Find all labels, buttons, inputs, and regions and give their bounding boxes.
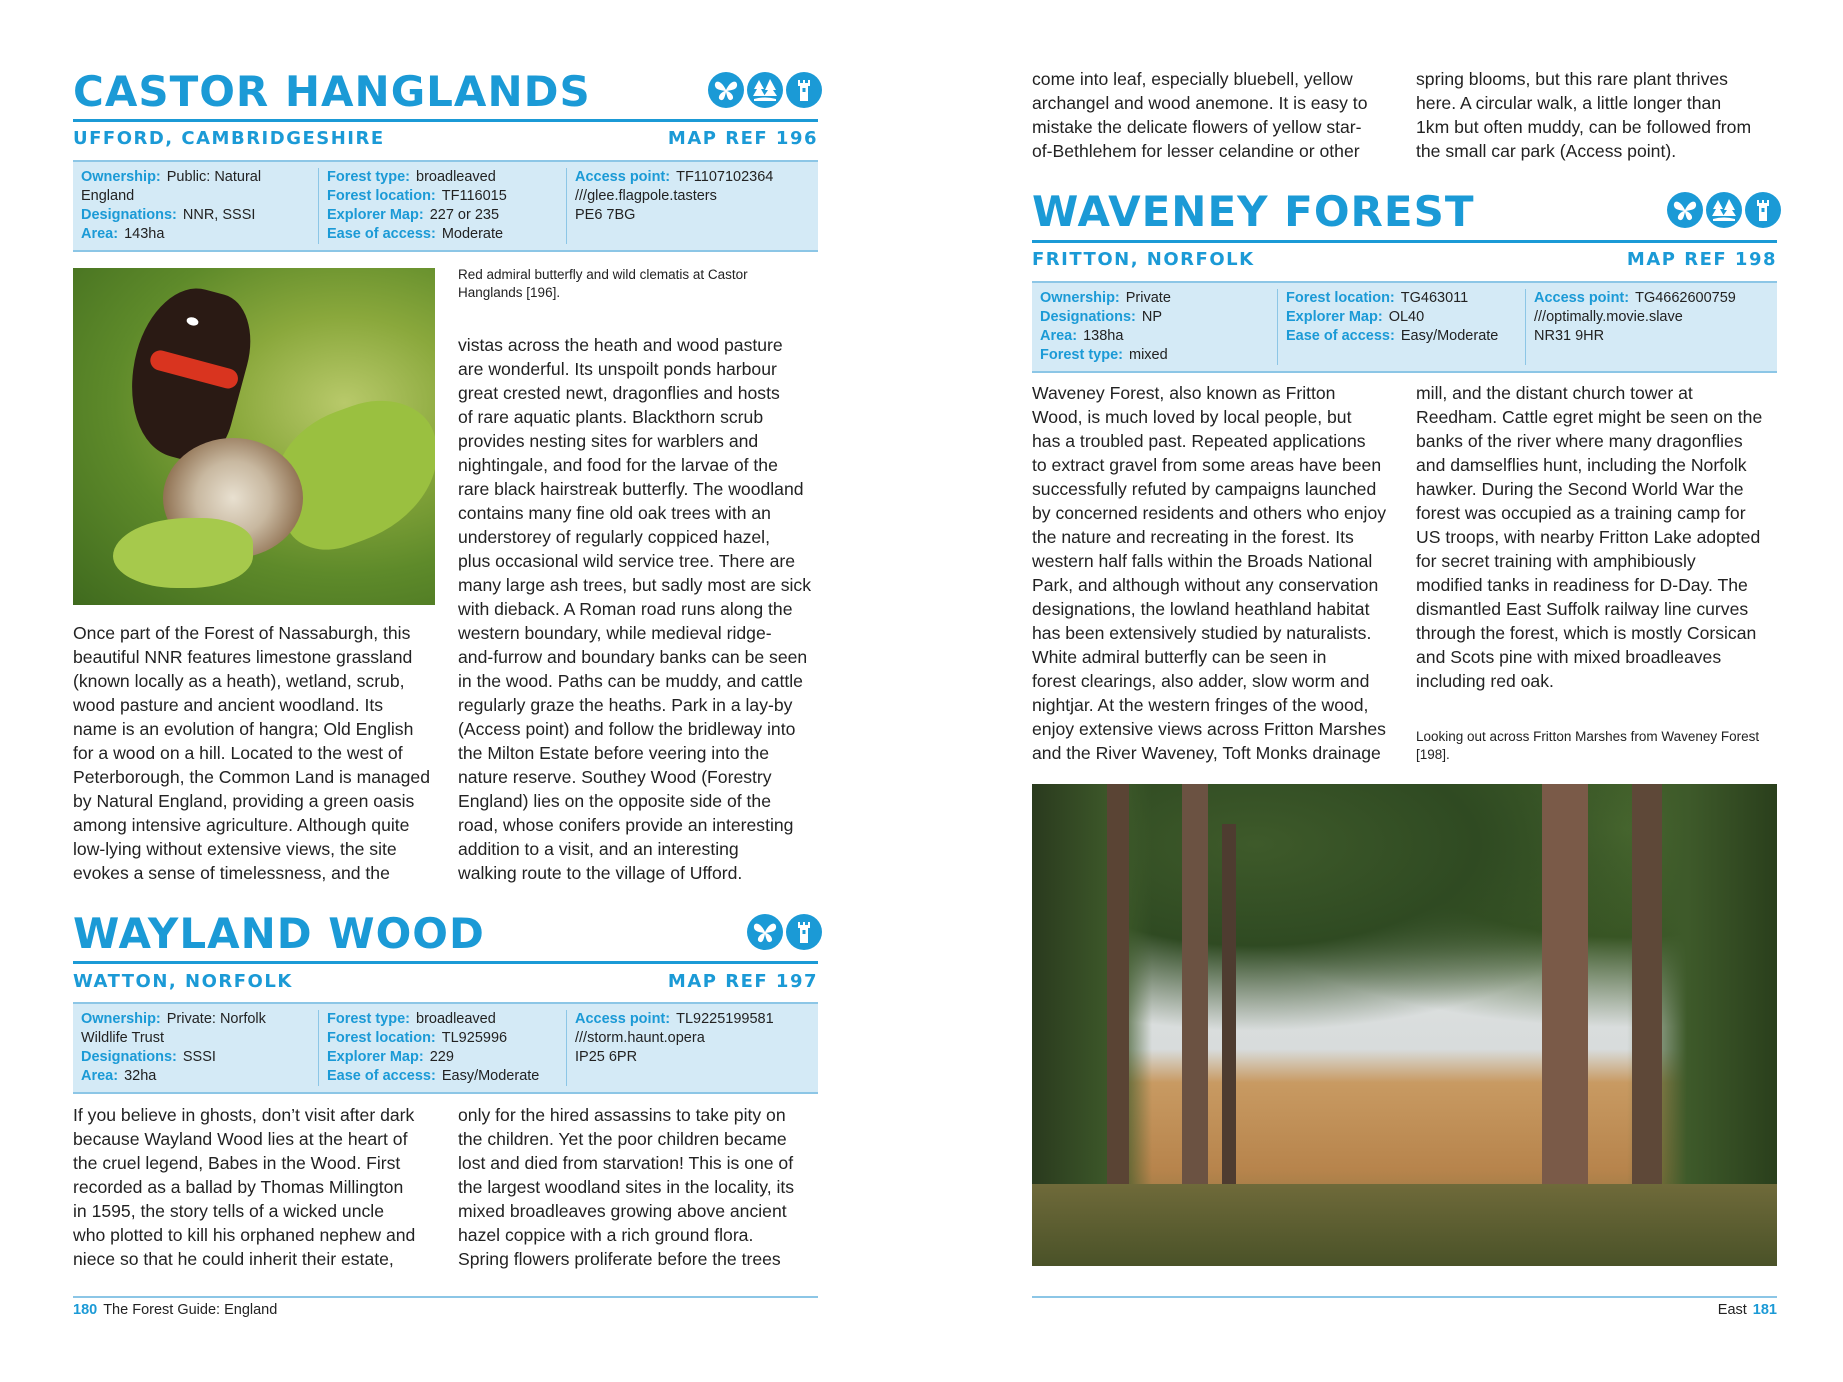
- text-line: including red oak.: [1416, 671, 1554, 691]
- text-line: White admiral butterfly can be seen in: [1032, 647, 1327, 667]
- info-value: mixed: [1129, 347, 1168, 363]
- text-line: understorey of regularly coppiced hazel,: [458, 527, 770, 547]
- info-value: NR31 9HR: [1534, 328, 1605, 344]
- text-line: (known locally as a heath), wetland, scrub,: [73, 671, 405, 691]
- info-value: ///glee.flagpole.tasters: [575, 188, 717, 204]
- butterfly-icon: [708, 72, 744, 108]
- info-label: Area:: [1040, 328, 1078, 344]
- text-line: many large ash trees, but sadly most are sick: [458, 575, 812, 595]
- info-label: Access point:: [575, 1011, 671, 1027]
- info-value: PE6 7BG: [575, 207, 636, 223]
- info-label: Forest type:: [1040, 347, 1123, 363]
- info-row: [81, 1067, 310, 1086]
- text-line: Waveney Forest, also known as Fritton: [1032, 383, 1336, 403]
- info-value: ///storm.haunt.opera: [575, 1030, 705, 1046]
- wayland-rule: [73, 961, 818, 964]
- castor-location: UFFORD, CAMBRIDGESHIRE: [73, 128, 385, 149]
- text-line: the small car park (Access point).: [1416, 141, 1677, 161]
- text-line: modified tanks in readiness for D-Day. The: [1416, 575, 1748, 595]
- text-line: Wood, is much loved by local people, but: [1032, 407, 1352, 427]
- info-column: [567, 1010, 818, 1086]
- text-line: western half falls within the Broads National: [1032, 551, 1373, 571]
- waveney-info-box: [1032, 281, 1777, 373]
- text-line: Park, and although without any conservation: [1032, 575, 1379, 595]
- info-row: [575, 1048, 810, 1067]
- text-line: the cruel legend, Babes in the Wood. First: [73, 1153, 401, 1173]
- info-row: [1040, 308, 1269, 327]
- text-line: and the River Waveney, Toft Monks drainage: [1032, 743, 1381, 763]
- right-footer-rule: [1032, 1296, 1777, 1298]
- castle-icon: [786, 914, 822, 950]
- text-line: in the wood. Paths can be muddy, and cattle: [458, 671, 803, 691]
- info-row: [327, 1029, 558, 1048]
- text-line: with dieback. A Roman road runs along the: [458, 599, 793, 619]
- text-line: If you believe in ghosts, don’t visit after dark: [73, 1105, 415, 1125]
- info-row: [81, 206, 310, 225]
- info-label: Ease of access:: [327, 226, 436, 242]
- text-line: vistas across the heath and wood pasture: [458, 335, 783, 355]
- left-footer: [73, 1302, 277, 1318]
- info-label: Designations:: [1040, 309, 1136, 325]
- text-line: rare black hairstreak butterfly. The woodland: [458, 479, 804, 499]
- book-title: The Forest Guide: England: [103, 1302, 278, 1318]
- page-number-left: 180: [73, 1302, 98, 1318]
- waveney-photo-caption: Looking out across Fritton Marshes from Waveney Forest [198].: [1416, 729, 1760, 762]
- text-line: and damselflies hunt, including the Norfolk: [1416, 455, 1747, 475]
- text-line: hawker. During the Second World War the: [1416, 479, 1744, 499]
- info-column: [73, 1010, 319, 1086]
- castor-rule: [73, 119, 818, 122]
- info-column: [1526, 289, 1777, 365]
- info-value: Easy/Moderate: [441, 1068, 540, 1084]
- info-label: Forest location:: [327, 188, 436, 204]
- wayland-location: WATTON, NORFOLK: [73, 971, 293, 992]
- text-line: dismantled East Suffolk railway line curves: [1416, 599, 1749, 619]
- info-value: SSSI: [182, 1049, 216, 1065]
- castor-body-col1: [73, 621, 430, 885]
- text-line: mistake the delicate flowers of yellow star-: [1032, 117, 1362, 137]
- wayland-body-col2: [458, 1103, 794, 1271]
- castor-map-ref: MAP REF 196: [667, 128, 818, 149]
- info-value: TG463011: [1400, 290, 1469, 306]
- info-label: Area:: [81, 1068, 119, 1084]
- text-line: nightingale, and food for the larvae of the: [458, 455, 778, 475]
- text-line: banks of the river where many dragonflies: [1416, 431, 1743, 451]
- text-line: contains many fine old oak trees with an: [458, 503, 771, 523]
- info-value: TL925996: [441, 1030, 508, 1046]
- text-line: evokes a sense of timelessness, and the: [73, 863, 390, 883]
- info-row: [575, 1029, 810, 1048]
- text-line: lost and died from starvation! This is one of: [458, 1153, 794, 1173]
- butterfly-icon: [747, 914, 783, 950]
- right-top-col2: [1416, 67, 1751, 163]
- info-row: [81, 225, 310, 244]
- text-line: come into leaf, especially bluebell, yellow: [1032, 69, 1353, 89]
- text-line: Spring flowers proliferate before the trees: [458, 1249, 781, 1269]
- text-line: who plotted to kill his orphaned nephew and: [73, 1225, 416, 1245]
- castor-photo-caption: Red admiral butterfly and wild clematis at Castor Hanglands [196].: [458, 267, 748, 300]
- text-line: great crested newt, dragonflies and hosts: [458, 383, 780, 403]
- info-row: [575, 206, 810, 225]
- text-line: in 1595, the story tells of a wicked uncle: [73, 1201, 384, 1221]
- text-line: recorded as a ballad by Thomas Millington: [73, 1177, 404, 1197]
- info-label: Ownership:: [81, 1011, 161, 1027]
- waveney-body-col1: [1032, 381, 1386, 765]
- text-line: wood pasture and ancient woodland. Its: [73, 695, 384, 715]
- info-row: [1534, 289, 1769, 308]
- info-row: [327, 225, 558, 244]
- info-row: [575, 187, 810, 206]
- info-row: [1534, 308, 1769, 327]
- text-line: to extract gravel from some areas have been: [1032, 455, 1382, 475]
- info-row: [327, 1010, 558, 1029]
- info-row: [327, 168, 558, 187]
- text-line: by concerned residents and others who enjoy: [1032, 503, 1387, 523]
- text-line: road, whose conifers provide an interesting: [458, 815, 794, 835]
- forest-photo: [1032, 784, 1777, 1266]
- text-line: England) lies on the opposite side of the: [458, 791, 771, 811]
- info-value: 32ha: [124, 1068, 157, 1084]
- info-row: [1534, 327, 1769, 346]
- info-value: broadleaved: [416, 1011, 496, 1027]
- info-label: Ease of access:: [1286, 328, 1395, 344]
- info-label: Explorer Map:: [327, 207, 424, 223]
- text-line: for a wood on a hill. Located to the west of: [73, 743, 403, 763]
- text-line: forest clearings, also adder, slow worm and: [1032, 671, 1370, 691]
- waveney-title: WAVENEY FOREST: [1032, 187, 1475, 236]
- text-line: mixed broadleaves growing above ancient: [458, 1201, 787, 1221]
- text-line: addition to a visit, and an interesting: [458, 839, 739, 859]
- text-line: successfully refuted by campaigns launched: [1032, 479, 1377, 499]
- right-footer: [1718, 1302, 1777, 1318]
- info-row: [1040, 289, 1269, 308]
- info-value: ///optimally.movie.slave: [1534, 309, 1683, 325]
- info-row: [327, 1067, 558, 1086]
- info-value: 138ha: [1083, 328, 1124, 344]
- info-label: Forest location:: [1286, 290, 1395, 306]
- info-column: [73, 168, 319, 244]
- info-value: NNR, SSSI: [182, 207, 256, 223]
- waveney-rule: [1032, 240, 1777, 243]
- info-label: Area:: [81, 226, 119, 242]
- text-line: because Wayland Wood lies at the heart of: [73, 1129, 408, 1149]
- text-line: Reedham. Cattle egret might be seen on the: [1416, 407, 1763, 427]
- text-line: western boundary, while medieval ridge-: [458, 623, 772, 643]
- text-line: for secret training with amphibiously: [1416, 551, 1696, 571]
- wayland-title: WAYLAND WOOD: [73, 909, 485, 958]
- text-line: has been extensively studied by naturalists.: [1032, 623, 1372, 643]
- castle-icon: [786, 72, 822, 108]
- text-line: by Natural England, providing a green oasis: [73, 791, 415, 811]
- text-line: provides nesting sites for warblers and: [458, 431, 759, 451]
- info-value: TF116015: [441, 188, 507, 204]
- text-line: nature reserve. Southey Wood (Forestry: [458, 767, 772, 787]
- text-line: nightjar. At the western fringes of the wood,: [1032, 695, 1369, 715]
- info-row: [1040, 346, 1269, 365]
- info-row: [1286, 308, 1517, 327]
- info-value: 143ha: [124, 226, 165, 242]
- info-column: [319, 1010, 567, 1086]
- text-line: beautiful NNR features limestone grassland: [73, 647, 413, 667]
- info-column: [567, 168, 818, 244]
- info-value: Easy/Moderate: [1400, 328, 1499, 344]
- text-line: low-lying without extensive views, the site: [73, 839, 397, 859]
- text-line: plus occasional wild service tree. There are: [458, 551, 796, 571]
- wayland-info-box: [73, 1002, 818, 1094]
- info-label: Ease of access:: [327, 1068, 436, 1084]
- castor-title: CASTOR HANGLANDS: [73, 67, 591, 116]
- text-line: 1km but often muddy, can be followed from: [1416, 117, 1752, 137]
- info-value: NP: [1141, 309, 1163, 325]
- text-line: and Scots pine with mixed broadleaves: [1416, 647, 1722, 667]
- info-label: Forest type:: [327, 169, 410, 185]
- page-number-right: 181: [1752, 1302, 1777, 1318]
- text-line: the Milton Estate before veering into the: [458, 743, 770, 763]
- butterfly-icon: [1667, 192, 1703, 228]
- info-value: 227 or 235: [429, 207, 500, 223]
- castor-icons: [708, 72, 822, 108]
- wayland-map-ref: MAP REF 197: [667, 971, 818, 992]
- castle-icon: [1745, 192, 1781, 228]
- text-line: hazel coppice with a rich ground flora.: [458, 1225, 754, 1245]
- info-label: Ownership:: [1040, 290, 1120, 306]
- info-label: Explorer Map:: [327, 1049, 424, 1065]
- text-line: the children. Yet the poor children became: [458, 1129, 787, 1149]
- info-row: [1286, 289, 1517, 308]
- info-value: OL40: [1388, 309, 1425, 325]
- info-row: [327, 206, 558, 225]
- info-row: [575, 1010, 810, 1029]
- info-value: TL9225199581: [676, 1011, 774, 1027]
- waveney-icons: [1667, 192, 1781, 228]
- text-line: of rare aquatic plants. Blackthorn scrub: [458, 407, 764, 427]
- info-label: Forest location:: [327, 1030, 436, 1046]
- info-row: [81, 168, 310, 206]
- text-line: Once part of the Forest of Nassaburgh, this: [73, 623, 411, 643]
- text-line: of-Bethlehem for lesser celandine or other: [1032, 141, 1360, 161]
- info-value: broadleaved: [416, 169, 496, 185]
- text-line: enjoy extensive views across Fritton Marshes: [1032, 719, 1386, 739]
- text-line: archangel and wood anemone. It is easy to: [1032, 93, 1368, 113]
- text-line: are wonderful. Its unspoilt ponds harbour: [458, 359, 777, 379]
- info-row: [327, 1048, 558, 1067]
- info-value: Private: Norfolk Wildlife Trust: [81, 1011, 266, 1046]
- info-value: Private: [1125, 290, 1171, 306]
- info-row: [327, 187, 558, 206]
- castor-info-box: [73, 160, 818, 252]
- info-label: Ownership:: [81, 169, 161, 185]
- right-top-col1: [1032, 67, 1367, 163]
- info-value: TF1107102364: [676, 169, 774, 185]
- text-line: mill, and the distant church tower at: [1416, 383, 1693, 403]
- info-column: [1032, 289, 1278, 365]
- info-label: Designations:: [81, 207, 177, 223]
- text-line: regularly graze the heaths. Park in a lay-by: [458, 695, 793, 715]
- info-value: TG4662600759: [1635, 290, 1736, 306]
- info-row: [81, 1048, 310, 1067]
- text-line: forest was occupied as a training camp for: [1416, 503, 1746, 523]
- info-value: Public: Natural England: [81, 169, 262, 204]
- waveney-location: FRITTON, NORFOLK: [1032, 249, 1255, 270]
- info-label: Explorer Map:: [1286, 309, 1383, 325]
- text-line: and-furrow and boundary banks can be seen: [458, 647, 808, 667]
- wayland-icons: [747, 914, 822, 950]
- info-label: Access point:: [575, 169, 671, 185]
- info-value: IP25 6PR: [575, 1049, 638, 1065]
- info-label: Access point:: [1534, 290, 1630, 306]
- waveney-body-col2: [1416, 381, 1762, 693]
- trees-icon: [1706, 192, 1742, 228]
- text-line: Peterborough, the Common Land is managed: [73, 767, 430, 787]
- info-row: [81, 1010, 310, 1048]
- text-line: among intensive agriculture. Although quite: [73, 815, 410, 835]
- wayland-body-col1: [73, 1103, 415, 1271]
- waveney-map-ref: MAP REF 198: [1626, 249, 1777, 270]
- text-line: (Access point) and follow the bridleway into: [458, 719, 796, 739]
- text-line: the nature and recreating in the forest. Its: [1032, 527, 1354, 547]
- info-row: [1040, 327, 1269, 346]
- info-value: 229: [429, 1049, 454, 1065]
- info-row: [575, 168, 810, 187]
- text-line: niece so that he could inherit their estate,: [73, 1249, 394, 1269]
- text-line: spring blooms, but this rare plant thrives: [1416, 69, 1728, 89]
- text-line: walking route to the village of Ufford.: [458, 863, 743, 883]
- butterfly-photo: [73, 268, 435, 605]
- text-line: name is an evolution of hangra; Old English: [73, 719, 414, 739]
- left-footer-rule: [73, 1296, 818, 1298]
- text-line: the largest woodland sites in the locality, its: [458, 1177, 795, 1197]
- info-row: [1286, 327, 1517, 346]
- text-line: through the forest, which is mostly Corsican: [1416, 623, 1757, 643]
- trees-icon: [747, 72, 783, 108]
- text-line: only for the hired assassins to take pity on: [458, 1105, 786, 1125]
- region-title: East: [1717, 1302, 1747, 1318]
- text-line: has a troubled past. Repeated applications: [1032, 431, 1366, 451]
- text-line: here. A circular walk, a little longer than: [1416, 93, 1722, 113]
- info-column: [319, 168, 567, 244]
- text-line: designations, the lowland heathland habitat: [1032, 599, 1370, 619]
- info-label: Designations:: [81, 1049, 177, 1065]
- info-label: Forest type:: [327, 1011, 410, 1027]
- text-line: US troops, with nearby Fritton Lake adopted: [1416, 527, 1761, 547]
- info-column: [1278, 289, 1526, 365]
- info-value: Moderate: [441, 226, 504, 242]
- castor-body-col2: [458, 333, 811, 885]
